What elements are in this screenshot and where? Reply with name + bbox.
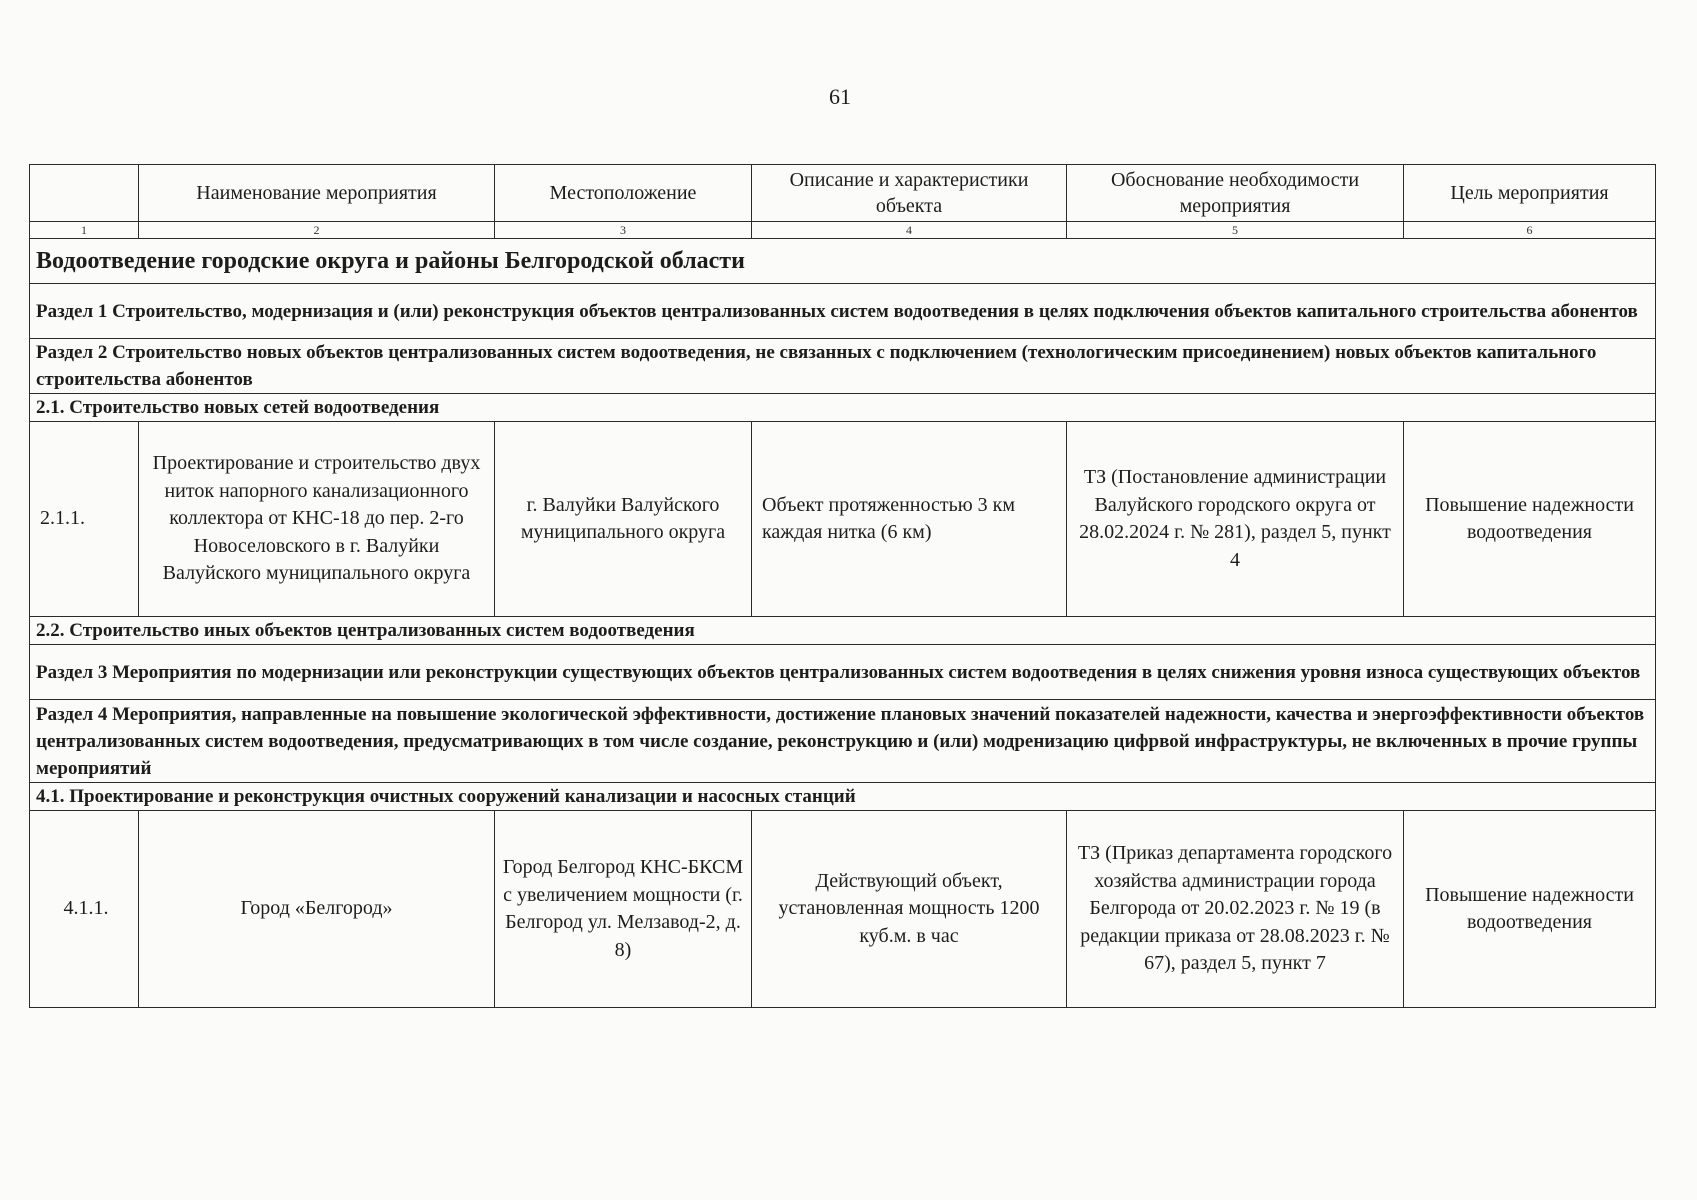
row-number: 4.1.1. [30,811,139,1008]
subsection-row [30,394,1656,422]
section-row [30,700,1656,783]
column-number: 1 [30,222,139,239]
subsection-2-1-heading: 2.1. Строительство новых сетей водоотведения [30,394,1656,422]
column-numbers-row [30,222,1656,239]
row-justification: ТЗ (Приказ департамента городского хозяйства администрации города Белгорода от 20.02.2023 г. № 19 (в редакции приказа от 28.08.2023 г. № 67), раздел 5, пункт 7 [1067,811,1404,1008]
section-row [30,645,1656,700]
subsection-row [30,783,1656,811]
subsection-4-1-heading: 4.1. Проектирование и реконструкция очистных сооружений канализации и насосных станций [30,783,1656,811]
row-goal: Повышение надежности водоотведения [1404,811,1656,1008]
section-row [30,284,1656,339]
column-number: 5 [1067,222,1404,239]
column-number: 4 [752,222,1067,239]
row-justification: ТЗ (Постановление администрации Валуйского городского округа от 28.02.2024 г. № 281), раздел 5, пункт 4 [1067,422,1404,617]
section-3-heading: Раздел 3 Мероприятия по модернизации или реконструкции существующих объектов централизованных систем водоотведения в целях снижения уровня износа существующих объектов [30,645,1656,700]
row-number: 2.1.1. [30,422,139,617]
table-row [30,811,1656,1008]
header-cell-location: Местоположение [495,165,752,222]
header-cell-goal: Цель мероприятия [1404,165,1656,222]
row-description: Объект протяженностью 3 км каждая нитка (6 км) [752,422,1067,617]
section-4-heading: Раздел 4 Мероприятия, направленные на повышение экологической эффективности, достижение плановых значений показателей надежности, качества и энергоэффективности объектов централизованных систем водоотведения, предусматривающих в том числе создание, реконструкцию и (или) модренизацию цифрвой инфраструктуры, не включенных в прочие группы мероприятий [30,700,1656,783]
header-cell-number [30,165,139,222]
section-2-heading: Раздел 2 Строительство новых объектов централизованных систем водоотведения, не связанных с подключением (технологическим присоединением) новых объектов капитального строительства абонентов [30,339,1656,394]
subsection-row [30,617,1656,645]
column-number: 3 [495,222,752,239]
table-title-row [30,239,1656,284]
header-cell-justification: Обоснование необходимости мероприятия [1067,165,1404,222]
section-1-heading: Раздел 1 Строительство, модернизация и (или) реконструкция объектов централизованных систем водоотведения в целях подключения объектов капитального строительства абонентов [30,284,1656,339]
page-number: 61 [829,84,851,109]
header-cell-description: Описание и характеристики объекта [752,165,1067,222]
row-description: Действующий объект, установленная мощность 1200 куб.м. в час [752,811,1067,1008]
table-row [30,422,1656,617]
row-goal: Повышение надежности водоотведения [1404,422,1656,617]
column-number: 6 [1404,222,1656,239]
row-location: Город Белгород КНС-БКСМ с увеличением мощности (г. Белгород ул. Мелзавод-2, д. 8) [495,811,752,1008]
row-location: г. Валуйки Валуйского муниципального округа [495,422,752,617]
section-row [30,339,1656,394]
subsection-2-2-heading: 2.2. Строительство иных объектов централизованных систем водоотведения [30,617,1656,645]
row-name: Проектирование и строительство двух ниток напорного канализационного коллектора от КНС-18 до пер. 2-го Новоселовского в г. Валуйки Валуйского муниципального округа [139,422,495,617]
row-name: Город «Белгород» [139,811,495,1008]
table-title: Водоотведение городские округа и районы Белгородской области [30,239,1656,284]
column-number: 2 [139,222,495,239]
header-cell-name: Наименование мероприятия [139,165,495,222]
measures-table [29,164,1656,1008]
table-header-row [30,165,1656,222]
